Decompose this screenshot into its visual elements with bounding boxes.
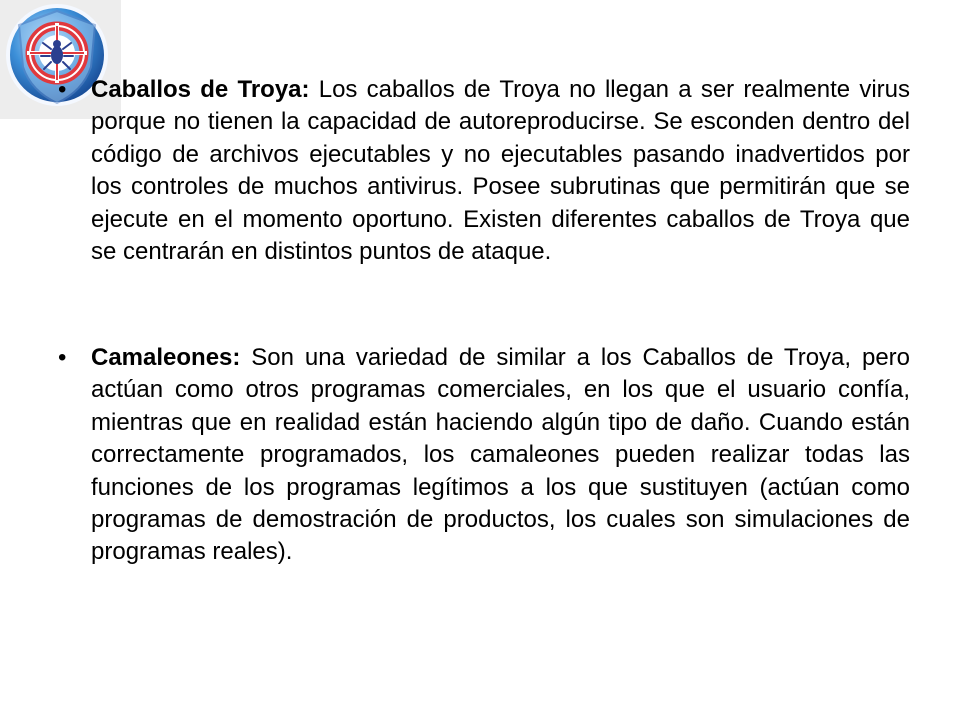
term-caballos-de-troya: Caballos de Troya: [91,76,310,103]
list-item-caballos-de-troya [58,74,910,268]
paragraph-camaleones [91,342,910,569]
list-item-camaleones [58,342,910,569]
description-caballos-de-troya: Los caballos de Troya no llegan a ser realmente virus porque no tienen la capacidad de autoreproducirse. Se esconden dentro del código de archivos ejecutables y no ejecutables pasando inadvertidos por los controles de muchos antivirus. Posee subrutinas que permitirán que se ejecute en el momento oportuno. Existen diferentes caballos de Troya que se centrarán en distintos puntos de ataque. [91,76,910,266]
paragraph-caballos-de-troya [91,74,910,268]
description-camaleones: Son una variedad de similar a los Caballos de Troya, pero actúan como otros programas comerciales, en los que el usuario confía, mientras que en realidad están haciendo algún tipo de daño. Cuando están correctamente programados, los camaleones pueden realizar todas las funciones de los programas legítimos a los que sustituyen (actúan como programas de demostración de productos, los cuales son simulaciones de programas reales). [91,344,910,566]
term-camaleones: Camaleones: [91,344,241,371]
bullet-marker: • [58,76,67,103]
bullet-marker: • [58,344,67,371]
